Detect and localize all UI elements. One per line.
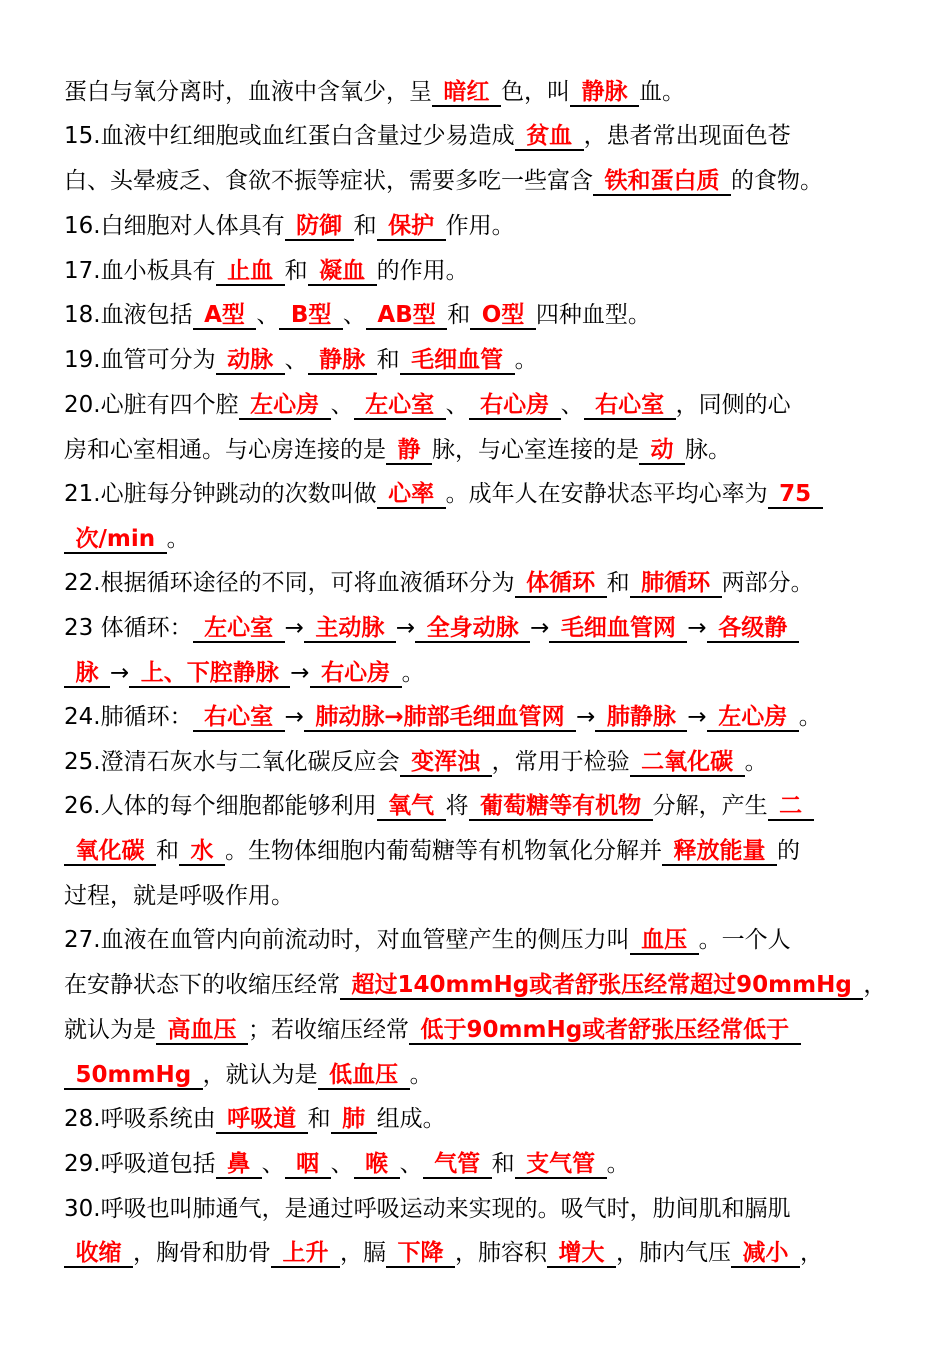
- answer-blank: 鼻: [215, 1151, 262, 1177]
- question-text: 就认为是: [64, 1017, 156, 1043]
- question-text: ，肺容积: [455, 1240, 547, 1266]
- question-text: 。一个人: [698, 927, 791, 953]
- answer-blank: 高血压: [156, 1017, 248, 1043]
- text-line: [64, 1015, 801, 1045]
- answer-blank: 50mmHg: [64, 1062, 203, 1088]
- text-line: [64, 435, 731, 465]
- answer-blank: 体循环: [514, 570, 607, 596]
- question-text: 18.血液包括: [64, 302, 193, 328]
- text-line: [64, 747, 768, 777]
- question-text: 四种血型。: [535, 302, 651, 328]
- answer-blank: 低于90mmHg或者舒张压经常低于: [409, 1017, 801, 1043]
- answer-blank: 咽: [284, 1151, 331, 1177]
- text-line: [64, 166, 823, 196]
- answer-blank: 葡萄糖等有机物: [468, 793, 653, 819]
- question-text: 、: [560, 392, 584, 418]
- answer-blank: A型: [192, 302, 257, 328]
- text-line: [64, 256, 469, 286]
- question-text: 30.呼吸也叫肺通气，是通过呼吸运动来实现的。吸气时，肋间肌和膈肌: [64, 1196, 791, 1222]
- text-line: [64, 211, 515, 241]
- question-text: 蛋白与氧分离时，血液中含氧少，呈: [64, 79, 432, 105]
- question-text: 19.血管可分为: [64, 347, 216, 373]
- answer-blank: 呼吸道: [215, 1106, 308, 1132]
- answer-blank: 凝血: [307, 258, 377, 284]
- answer-blank: 收缩: [64, 1240, 133, 1266]
- answer-blank: 右心房: [468, 392, 561, 418]
- answer-blank: 超过140mmHg或者舒张压经常超过90mmHg: [340, 972, 864, 998]
- question-text: 、: [330, 392, 354, 418]
- text-line: [64, 791, 814, 821]
- question-text: 组成。: [376, 1106, 446, 1132]
- text-line: [64, 390, 791, 420]
- text-line: [64, 479, 823, 509]
- question-text: 。: [514, 347, 538, 373]
- question-text: 两部分。: [721, 570, 814, 596]
- question-text: 21.心脏每分钟跳动的次数叫做: [64, 481, 377, 507]
- question-text: 和: [606, 570, 630, 596]
- question-text: ；若收缩压经常: [248, 1017, 409, 1043]
- question-text: 房和心室相通。与心房连接的是: [64, 437, 386, 463]
- question-text: →: [290, 660, 310, 686]
- answer-blank: 低血压: [317, 1062, 410, 1088]
- answer-blank: 减小: [731, 1240, 800, 1266]
- question-text: 。: [409, 1062, 433, 1088]
- text-line: [64, 77, 685, 107]
- answer-blank: AB型: [365, 302, 448, 328]
- text-line: [64, 881, 294, 911]
- question-text: →: [110, 660, 130, 686]
- question-text: →: [284, 615, 304, 641]
- question-text: 分解，产生: [652, 793, 768, 819]
- text-line: [64, 702, 822, 732]
- question-text: 。: [798, 704, 822, 730]
- text-line: [64, 345, 538, 375]
- text-line: [64, 970, 886, 1000]
- question-text: ，胸骨和肋骨: [133, 1240, 271, 1266]
- answer-blank: 支气管: [514, 1151, 607, 1177]
- question-text: 、: [284, 347, 308, 373]
- answer-blank: 主动脉: [303, 615, 396, 641]
- answer-blank: 增大: [547, 1240, 616, 1266]
- answer-blank: 左心房: [706, 704, 799, 730]
- question-text: 白、头晕疲乏、食欲不振等症状，需要多吃一些富含: [64, 168, 593, 194]
- answer-blank: 心率: [376, 481, 446, 507]
- answer-blank: 气管: [422, 1151, 492, 1177]
- answer-blank: 下降: [386, 1240, 455, 1266]
- question-text: 将: [445, 793, 469, 819]
- question-text: 24.肺循环：: [64, 704, 193, 730]
- question-text: 。成年人在安静状态平均心率为: [445, 481, 768, 507]
- question-text: 脉，与心室连接的是: [432, 437, 639, 463]
- answer-blank: 各级静: [706, 615, 799, 641]
- answer-blank: 肺静脉: [595, 704, 688, 730]
- answer-blank: 次/min: [64, 526, 167, 552]
- question-text: 17.血小板具有: [64, 258, 216, 284]
- answer-blank: 铁和蛋白质: [593, 168, 731, 194]
- answer-blank: 右心室: [192, 704, 285, 730]
- question-text: ，: [863, 972, 887, 998]
- question-text: 和: [447, 302, 471, 328]
- question-text: 的: [777, 838, 800, 864]
- question-text: ，就认为是: [202, 1062, 318, 1088]
- answer-blank: 静: [386, 437, 432, 463]
- question-text: 脉。: [685, 437, 731, 463]
- answer-blank: B型: [279, 302, 343, 328]
- answer-blank: 释放能量: [662, 838, 777, 864]
- answer-blank: 变浑浊: [399, 749, 492, 775]
- answer-blank: 喉: [353, 1151, 400, 1177]
- answer-blank: 贫血: [514, 123, 584, 149]
- text-line: [64, 568, 814, 598]
- question-text: 。: [606, 1151, 630, 1177]
- question-text: ，常用于检验: [491, 749, 630, 775]
- question-text: 、: [261, 1151, 285, 1177]
- question-text: 22.根据循环途径的不同，可将血液循环分为: [64, 570, 515, 596]
- question-text: 和: [307, 1106, 331, 1132]
- question-text: 和: [156, 838, 179, 864]
- question-text: 16.白细胞对人体具有: [64, 213, 285, 239]
- answer-blank: 上升: [271, 1240, 340, 1266]
- question-text: 在安静状态下的收缩压经常: [64, 972, 340, 998]
- question-text: 的食物。: [731, 168, 823, 194]
- answer-blank: 毛细血管网: [549, 615, 688, 641]
- question-text: 、: [342, 302, 366, 328]
- question-text: ，患者常出现面色苍: [583, 123, 791, 149]
- answer-blank: 肺循环: [629, 570, 722, 596]
- question-text: →: [284, 704, 304, 730]
- text-line: [64, 121, 791, 151]
- question-text: 。: [166, 526, 190, 552]
- question-text: 23 体循环：: [64, 615, 193, 641]
- question-text: 、: [256, 302, 280, 328]
- answer-blank: 左心室: [353, 392, 446, 418]
- text-line: [64, 658, 425, 688]
- answer-blank: 止血: [215, 258, 285, 284]
- answer-blank: 右心房: [309, 660, 402, 686]
- question-text: 、: [445, 392, 469, 418]
- answer-blank: 保护: [376, 213, 446, 239]
- question-text: 29.呼吸道包括: [64, 1151, 216, 1177]
- question-text: →: [530, 615, 550, 641]
- answer-blank: 75: [767, 481, 823, 507]
- answer-blank: 动: [639, 437, 685, 463]
- question-text: 15.血液中红细胞或血红蛋白含量过少易造成: [64, 123, 515, 149]
- text-line: [64, 1238, 823, 1268]
- question-text: 20.心脏有四个腔: [64, 392, 239, 418]
- answer-blank: 左心室: [192, 615, 285, 641]
- answer-blank: 全身动脉: [415, 615, 531, 641]
- answer-blank: 水: [179, 838, 225, 864]
- text-line: [64, 613, 799, 643]
- text-line: [64, 300, 651, 330]
- answer-blank: 上、下腔静脉: [129, 660, 291, 686]
- text-line: [64, 1060, 433, 1090]
- question-text: 26.人体的每个细胞都能够利用: [64, 793, 377, 819]
- question-text: 25.澄清石灰水与二氧化碳反应会: [64, 749, 400, 775]
- question-text: ，: [800, 1240, 823, 1266]
- answer-blank: 氧气: [376, 793, 446, 819]
- text-line: [64, 925, 791, 955]
- answer-blank: 左心房: [238, 392, 331, 418]
- answer-blank: 防御: [284, 213, 354, 239]
- answer-blank: 二氧化碳: [629, 749, 745, 775]
- question-text: ，肺内气压: [616, 1240, 731, 1266]
- question-text: 和: [353, 213, 377, 239]
- question-text: →: [687, 615, 707, 641]
- answer-blank: 毛细血管: [399, 347, 515, 373]
- question-text: →: [395, 615, 416, 641]
- question-text: 27.血液在血管内向前流动时，对血管壁产生的侧压力叫: [64, 927, 630, 953]
- answer-blank: 脉: [64, 660, 110, 686]
- text-line: [64, 836, 800, 866]
- question-text: 。: [401, 660, 425, 686]
- text-line: [64, 1104, 446, 1134]
- answer-blank: 静脉: [570, 79, 639, 105]
- question-text: 。: [744, 749, 768, 775]
- answer-blank: O型: [470, 302, 536, 328]
- answer-blank: 二: [767, 793, 814, 819]
- answer-blank: 右心室: [583, 392, 676, 418]
- question-text: 和: [284, 258, 308, 284]
- question-text: 血。: [639, 79, 685, 105]
- question-text: 、: [399, 1151, 423, 1177]
- question-text: 和: [491, 1151, 515, 1177]
- answer-blank: 肺: [330, 1106, 377, 1132]
- text-line: [64, 1149, 630, 1179]
- answer-blank: 暗红: [432, 79, 501, 105]
- question-text: 和: [376, 347, 400, 373]
- question-text: ，膈: [340, 1240, 386, 1266]
- question-text: 的作用。: [376, 258, 469, 284]
- answer-blank: 动脉: [215, 347, 285, 373]
- question-text: →: [687, 704, 707, 730]
- answer-blank: 静脉: [307, 347, 377, 373]
- text-line: [64, 1194, 791, 1224]
- question-text: ，同侧的心: [675, 392, 791, 418]
- answer-blank: 肺动脉→肺部毛细血管网: [303, 704, 577, 730]
- question-text: 28.呼吸系统由: [64, 1106, 216, 1132]
- question-text: →: [576, 704, 596, 730]
- question-text: 过程，就是呼吸作用。: [64, 883, 294, 909]
- question-text: 作用。: [445, 213, 515, 239]
- text-line: [64, 524, 190, 554]
- question-text: 。生物体细胞内葡萄糖等有机物氧化分解并: [225, 838, 662, 864]
- answer-blank: 血压: [629, 927, 699, 953]
- question-text: 色，叫: [501, 79, 570, 105]
- answer-blank: 氧化碳: [64, 838, 156, 864]
- question-text: 、: [330, 1151, 354, 1177]
